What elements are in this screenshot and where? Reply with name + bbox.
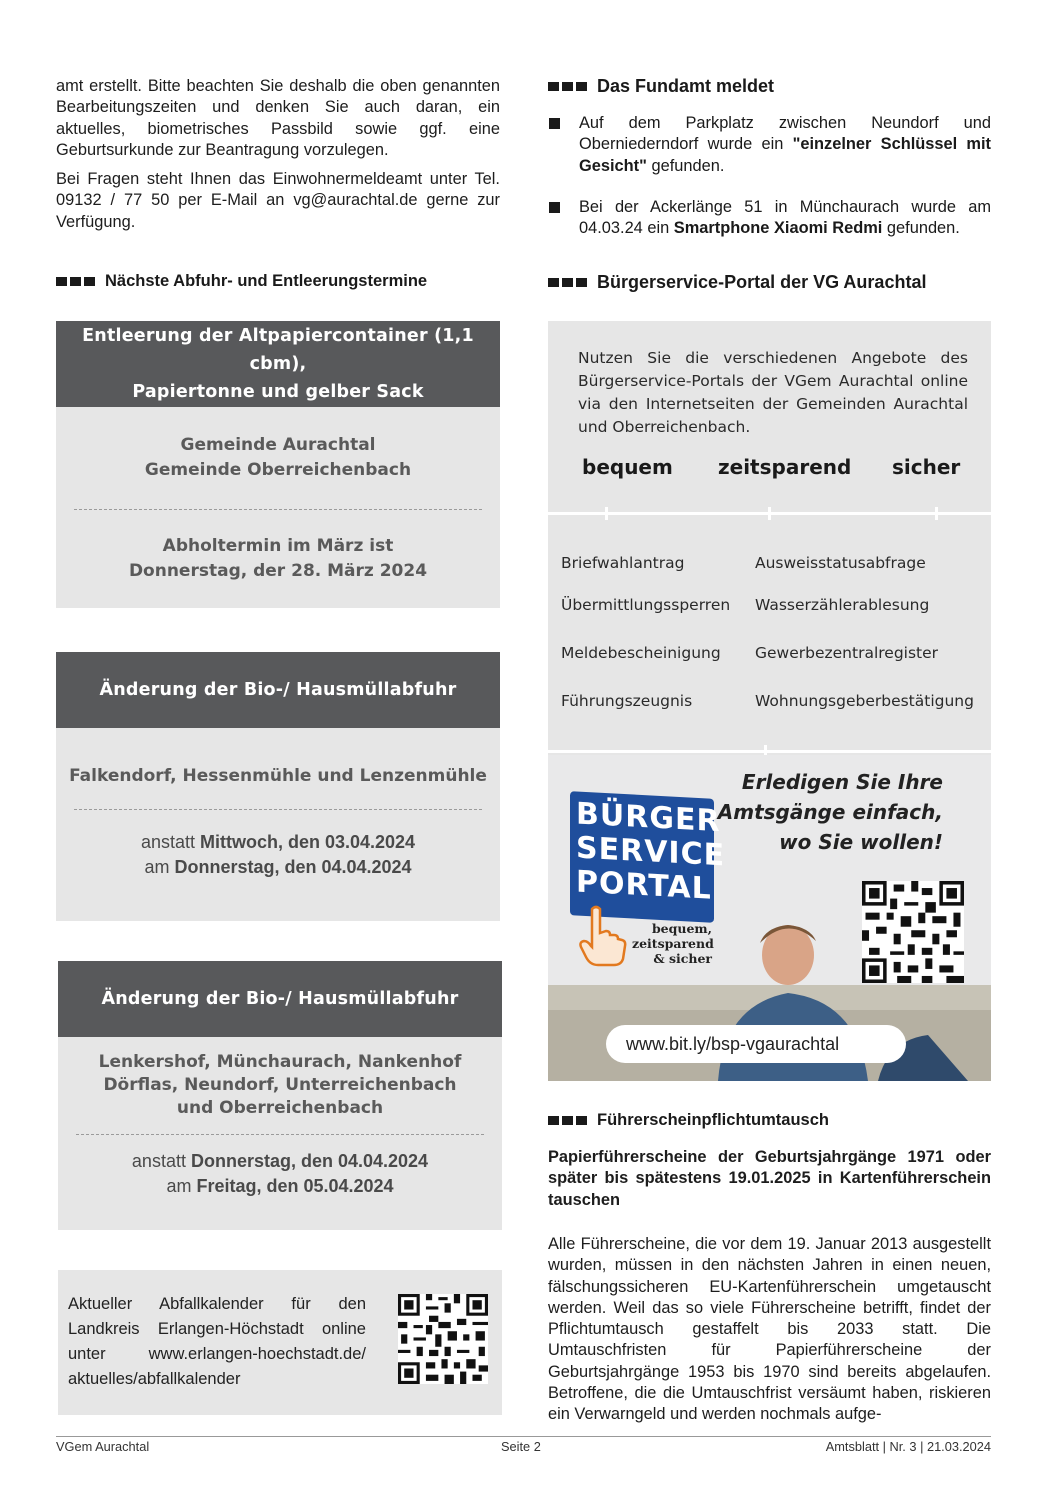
section-heading-portal [548,272,926,293]
date-line: Abholtermin im März ist [162,536,394,556]
instead-line [56,830,500,855]
item-text: gefunden. [882,219,960,238]
license-lead: Papierführerscheine der Geburtsjahrgänge 1971 oder später bis spätestens 19.01.2025 in Kartenführerschein tauschen [548,1148,991,1209]
tagline-line: zeitsparend [632,936,714,951]
heading-bars-icon [548,82,587,91]
date-line: Donnerstag, der 28. März 2024 [128,561,428,581]
slogan-line: Amtsgänge einfach, [717,800,943,824]
places-line: Dörflas, Neundorf, Unterreichenbach [103,1075,457,1095]
heading-bars-icon [548,1116,587,1125]
fundamt-item [548,113,991,177]
pointing-hand-icon [578,905,628,967]
instead-prefix: anstatt [140,832,200,852]
buerger-service-portal-logo [570,791,726,923]
logo-line: SERVICE [576,830,726,874]
instead-prefix: anstatt [131,1151,191,1171]
portal-intro: Nutzen Sie die verschiedenen Angebote des Bürgerservice-Portals der VGem Aurachtal online via den Internetseiten der Gemeinden Aurachtal und Oberreichenbach. [578,349,968,436]
service-item: Führungszeugnis [561,692,693,710]
box-header-line: Papiertonne und gelber Sack [132,382,424,402]
service-item: Gewerbezentralregister [755,644,939,662]
service-item: Meldebescheinigung [561,644,721,662]
on-date: Donnerstag, den 04.04.2024 [174,857,412,877]
on-prefix: am [166,1176,197,1196]
item-text: Bei der Ackerlänge 51 in Münchaurach wurde am 04.03.24 ein [579,197,991,238]
bio-change-box-1 [56,652,500,921]
places-line: Falkendorf, Hessenmühle und Lenzenmühle [69,766,487,786]
portal-url-link[interactable]: www.bit.ly/bsp-vgaurachtal [606,1025,906,1063]
divider-line [548,750,991,753]
abfallkalender-text: Aktueller Abfallkalender für den Landkreis Erlangen-Höchstadt online unter www.erlangen-hoechstadt.de/ aktuelles/abfallkalender [68,1295,366,1388]
portal-advert [548,755,991,1081]
section-heading-abfuhr [56,272,427,291]
section-heading-fundamt [548,76,991,97]
service-item: Wasserzählerablesung [755,596,930,614]
logo-line: PORTAL [576,864,712,907]
bullet-square-icon [549,202,560,213]
page-footer [56,1436,991,1454]
section-heading-text: Nächste Abfuhr- und Entleerungstermine [105,272,428,290]
bio-box-header: Änderung der Bio-/ Hausmüllabfuhr [56,652,500,728]
divider-tick [605,507,608,520]
heading-bars-icon [56,277,95,286]
footer-right: Amtsblatt | Nr. 3 | 21.03.2024 [825,1439,991,1454]
item-text: gefunden. [646,156,725,175]
slogan-line: wo Sie wollen! [779,830,943,854]
bullet-square-icon [549,118,560,129]
item-highlight: "einzelner Schlüssel mit Gesicht" [579,135,992,175]
contact-paragraph: Bei Fragen steht Ihnen das Einwohnermeldeamt unter Tel. 09132 / 77 50 per E-Mail an vg@aurachtal.de gerne zur Verfügung. [56,170,500,231]
box-header-line: Entleerung der Altpapiercontainer (1,1 cbm), [82,326,474,374]
place-line: Gemeinde Aurachtal [180,435,376,455]
portal-box [548,321,991,1081]
divider-tick [768,507,771,520]
tagline-line: & sicher [653,951,712,966]
intro-paragraph: amt erstellt. Bitte beachten Sie deshalb die oben genannten Bearbeitungszeiten und denken Sie auch daran, ein aktuelles, biometrisches Passbild sowie ggf. eine Geburtsurkunde zur Beantragung vorzulegen. [56,77,500,159]
altpapier-box-header [56,321,500,407]
places-line: Lenkershof, Münchaurach, Nankenhof [98,1052,462,1072]
divider-tick [935,507,938,520]
instead-date: Donnerstag, den 04.04.2024 [190,1151,429,1171]
advert-slogan [718,767,943,857]
instead-date: Mittwoch, den 03.04.2024 [199,832,416,852]
item-highlight: Smartphone Xiaomi Redmi [673,219,883,238]
slogan-line: Erledigen Sie Ihre [741,770,943,794]
footer-page-number: Seite 2 [501,1439,541,1454]
footer-left: VGem Aurachtal [56,1439,150,1454]
license-body: Alle Führerscheine, die vor dem 19. Januar 2013 ausgestellt wurden, müssen in den nächsten Jahren in einen neuen, fälschungssicheren EU-Kartenführerschein umgetauscht werden. Weil das so viele Führerscheine betrifft, findet der Pflichtumtausch gestaffelt bis 2033 statt. Die Umtauschfristen für Papierführerscheine der Geburtsjahrgänge 1953 bis 1970 sind bereits abgelaufen. Betroffene, die die Umtauschfrist versäumt haben, riskieren ein Verwarngeld und werden nochmals aufge- [548,1235,991,1424]
service-item: Wohnungsgeberbestätigung [755,692,974,710]
logo-tagline [632,921,712,966]
service-item: Übermittlungssperren [561,596,731,614]
fundamt-item [548,197,991,240]
instead-line [58,1149,502,1174]
abfallkalender-box [58,1270,502,1415]
on-line [56,855,500,880]
logo-line: BÜRGER [576,796,721,840]
qr-code-icon[interactable] [862,881,964,983]
section-heading-text: Bürgerservice-Portal der VG Aurachtal [597,272,927,292]
bio-box-header: Änderung der Bio-/ Hausmüllabfuhr [58,961,502,1037]
service-item: Briefwahlantrag [561,554,685,572]
section-heading-license [548,1111,829,1130]
altpapier-box [56,321,500,608]
right-column [548,76,992,1424]
keyword-zeitsparend: zeitsparend [718,455,852,479]
service-item: Ausweisstatusabfrage [755,554,926,572]
item-text: Auf dem Parkplatz zwischen Neundorf und Oberniederndorf wurde ein [579,114,991,154]
keyword-sicher: sicher [892,455,961,479]
section-heading-text: Das Fundamt meldet [597,76,775,96]
place-line: Gemeinde Oberreichenbach [144,460,412,480]
tagline-line: bequem, [651,921,712,936]
bio-change-box-2 [58,961,502,1230]
heading-bars-icon [548,278,587,287]
places-line: und Oberreichenbach [176,1098,384,1118]
fundamt-list [548,113,991,239]
on-line [58,1174,502,1199]
section-heading-text: Führerscheinpflichtumtausch [597,1111,829,1129]
left-column [56,76,500,1388]
qr-code-icon[interactable] [398,1294,488,1384]
keyword-bequem: bequem [582,455,673,479]
on-prefix: am [144,857,175,877]
on-date: Freitag, den 05.04.2024 [196,1176,394,1196]
